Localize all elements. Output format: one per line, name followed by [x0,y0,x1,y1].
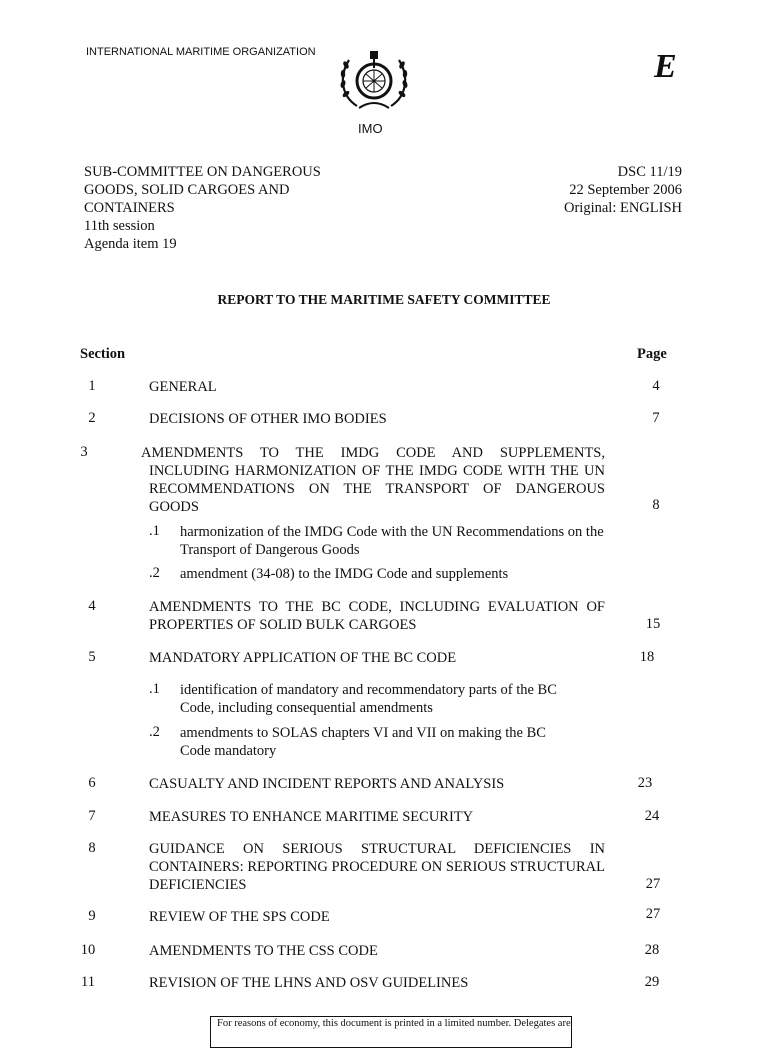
toc-subsection-title: harmonization of the IMDG Code with the UN Recommendations on the Transport of Dangerous Goods [180,524,604,558]
toc-subsection-title: amendments to SOLAS chapters VI and VII on making the BC Code mandatory [180,725,546,759]
toc-section-title: GENERAL [149,379,217,395]
toc-page-number: 27 [645,906,661,922]
toc-section-title: GUIDANCE ON SERIOUS STRUCTURAL DEFICIENCIES IN CONTAINERS: REPORTING PROCEDURE ON SERIOUS STRUCTURAL DEFICIENCIES [149,841,605,893]
document-date: 22 September 2006 [569,182,682,198]
toc-page-number: 4 [652,378,660,394]
toc-section-number: 2 [88,410,96,426]
toc-page-number: 29 [644,974,660,990]
committee-line: Agenda item 19 [84,236,177,252]
toc-subsection-number: .2 [149,565,160,581]
toc-section-number: 8 [88,840,96,856]
toc-section-title: AMENDMENTS TO THE CSS CODE [149,943,378,959]
toc-subsection-number: .1 [149,681,160,697]
logo-label: IMO [358,121,383,136]
page-column-header: Page [637,346,667,362]
toc-section-title: MANDATORY APPLICATION OF THE BC CODE [149,650,457,666]
committee-line: GOODS, SOLID CARGOES AND [84,182,290,198]
toc-section-number: 3 [80,444,88,460]
toc-subsection-number: .2 [149,724,160,740]
committee-info [84,163,321,253]
imo-emblem-icon [337,48,411,114]
toc-subsection-title: amendment (34-08) to the IMDG Code and supplements [180,566,509,582]
toc-subsection-number: .1 [149,523,160,539]
committee-line: 11th session [84,218,155,234]
org-name: INTERNATIONAL MARITIME ORGANIZATION [86,46,316,58]
toc-subsection-title: identification of mandatory and recommendatory parts of the BC Code, including consequential amendments [180,682,557,716]
toc-section-title: REVISION OF THE LHNS AND OSV GUIDELINES [149,975,469,991]
document-info [564,163,682,217]
footer-note: For reasons of economy, this document is printed in a limited number. Delegates are [217,1018,571,1029]
committee-line: SUB-COMMITTEE ON DANGEROUS [84,164,321,180]
toc-page-number: 27 [645,876,661,892]
toc-section-title: MEASURES TO ENHANCE MARITIME SECURITY [149,809,474,825]
toc-section-number: 6 [88,775,96,791]
toc-page-number: 28 [644,942,660,958]
toc-page-number: 24 [644,808,660,824]
toc-section-number: 1 [88,378,96,394]
toc-section-number: 5 [88,649,96,665]
toc-page-number: 15 [645,616,661,632]
document-title: REPORT TO THE MARITIME SAFETY COMMITTEE [217,292,551,307]
footer-note-box [210,1016,572,1048]
toc-page-number: 8 [652,497,660,513]
toc-page-number: 18 [639,649,655,665]
toc-section-number: 9 [88,908,96,924]
toc-section-number: 10 [80,942,96,958]
document-original-language: Original: ENGLISH [564,200,682,216]
section-column-header: Section [80,346,126,362]
toc-section-number: 11 [81,974,95,990]
language-code: E [654,48,677,85]
toc-section-title: REVIEW OF THE SPS CODE [149,909,330,925]
toc-section-number: 4 [88,598,96,614]
toc-page-number: 7 [652,410,660,426]
toc-section-number: 7 [88,808,96,824]
toc-section-title: DECISIONS OF OTHER IMO BODIES [149,411,387,427]
toc-section-title: AMENDMENTS TO THE IMDG CODE AND SUPPLEMENTS, INCLUDING HARMONIZATION OF THE IMDG CODE WITH THE UN RECOMMENDATIONS ON THE TRANSPORT OF DANGEROUS GOODS [141,445,605,515]
toc-page-number: 23 [637,775,653,791]
document-symbol: DSC 11/19 [617,164,682,180]
toc-section-title: CASUALTY AND INCIDENT REPORTS AND ANALYSIS [149,776,505,792]
toc-section-title: AMENDMENTS TO THE BC CODE, INCLUDING EVALUATION OF PROPERTIES OF SOLID BULK CARGOES [149,599,605,633]
committee-line: CONTAINERS [84,200,175,216]
